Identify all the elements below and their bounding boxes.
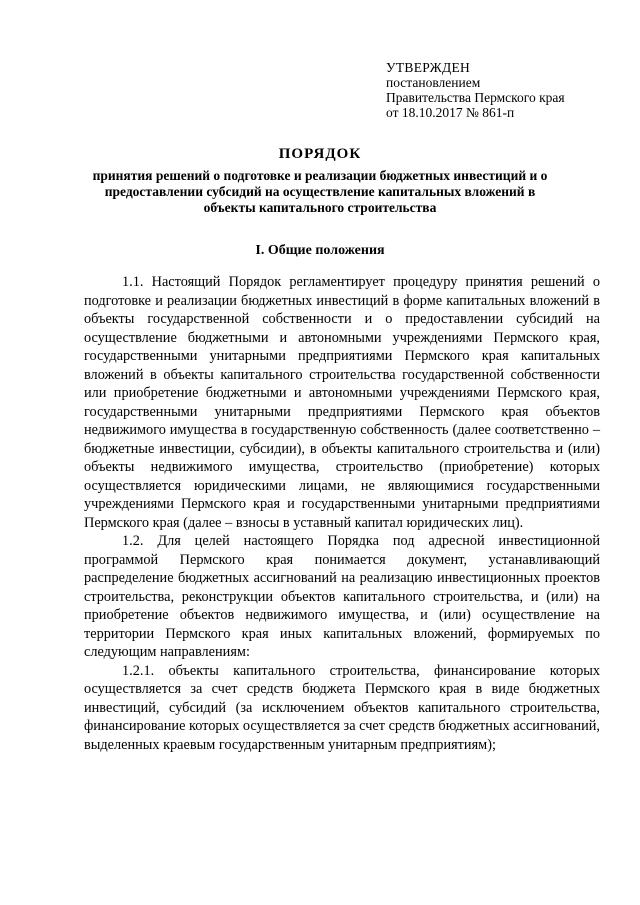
paragraph-1-1: 1.1. Настоящий Порядок регламентирует процедуру принятия решений о подготовке и реализации бюджетных инвестиций в форме капитальных вложений в объекты государственной собственности и о предоставлении субсидий на осуществление бюджетными и автономными учреждениями Пермского края, государственными унитарными предприятиями Пермского края капитальных вложений в объекты капитального строительства государственной собственности или приобретение бюджетными и автономными учреждениями Пермского края, государственными унитарными предприятиями Пермского края объектов недвижимого имущества в государственную собственность (далее соответственно – бюджетные инвестиции, субсидии), в объекты капитального строительства и (или) объекты недвижимого имущества, строительство (приобретение) которых осуществляется юридическими лицами, не являющимися государственными учреждениями Пермского края и государственными унитарными предприятиями Пермского края (далее – взносы в уставный капитал юридических лиц). [84,274,600,531]
paragraph-1-2-1: 1.2.1. объекты капитального строительства, финансирование которых осуществляется за счет средств бюджета Пермского края в виде бюджетных инвестиций, субсидий (за исключением объектов капитального строительства, финансирование которых осуществляется за счет средств бюджетных ассигнований, выделенных краевым государственным унитарным предприятиям); [84,662,600,753]
document-body [84,273,600,754]
section-heading: I. Общие положения [255,243,385,258]
approval-line-3: от 18.10.2017 № 861-п [386,105,515,120]
approval-line-2: Правительства Пермского края [386,90,565,105]
paragraph-1-2: 1.2. Для целей настоящего Порядка под адресной инвестиционной программой Пермского края понимается документ, устанавливающий распределение бюджетных ассигнований на реализацию инвестиционных проектов строительства, реконструкции объектов капитального строительства, и (или) на приобретение объектов недвижимого имущества, и (или) осуществление на территории Пермского края иных капитальных вложений, формируемых по следующим направлениям: [84,533,600,660]
approval-title: УТВЕРЖДЕН [386,60,471,75]
document-title: ПОРЯДОК [278,146,362,162]
approval-line-1: постановлением [386,75,481,90]
approval-stamp [386,60,626,120]
document-subtitle: принятия решений о подготовке и реализации бюджетных инвестиций и о предоставлении субсидий на осуществление капитальных вложений в объекты капитального строительства [92,168,548,215]
